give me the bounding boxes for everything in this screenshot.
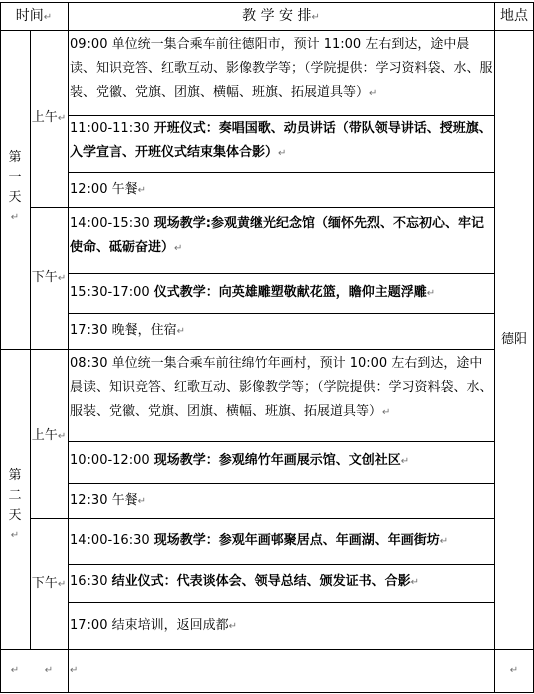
day-2-morning-label: 上午↵ <box>31 428 67 443</box>
header-location: 地点 <box>500 8 528 24</box>
empty-cell: ↵ <box>509 665 519 676</box>
schedule-row: 14:00-15:30 现场教学:参观黄继光纪念馆（缅怀先烈、不忘初心、牢记使命、砥砺奋进）↵ <box>70 216 484 255</box>
schedule-row: 15:30-17:00 仪式教学：向英雄雕塑敬献花篮，瞻仰主题浮雕↵ <box>70 285 436 300</box>
location-cell: 德阳 <box>500 332 527 347</box>
day-2-label: 第 二 天 ↵ <box>8 468 22 541</box>
schedule-row: 17:00 结束培训，返回成都↵ <box>70 618 238 633</box>
day-2-afternoon-label: 下午↵ <box>31 576 67 591</box>
schedule-row: 09:00 单位统一集合乘车前往德阳市，预计 11:00 左右到达，途中晨读、知识竞答、红歌互动、影像教学等；（学院提供：学习资料袋、水、服装、党徽、党旗、团旗、横幅、班旗、拓展道具等）↵ <box>70 37 493 100</box>
schedule-row: 17:30 晚餐，住宿↵ <box>70 323 186 338</box>
empty-cell: ↵ <box>10 665 20 676</box>
schedule-row: 16:30 结业仪式：代表谈体会、领导总结、颁发证书、合影↵ <box>70 574 420 589</box>
day-1-label: 第 一 天 ↵ <box>8 150 22 223</box>
schedule-row: 10:00-12:00 现场教学：参观绵竹年画展示馆、文创社区↵ <box>70 453 410 468</box>
schedule-row: 12:00 午餐↵ <box>70 182 147 197</box>
schedule-row: 08:30 单位统一集合乘车前往绵竹年画村，预计 10:00 左右到达，途中晨读、知识竞答、红歌互动、影像教学等；（学院提供：学习资料袋、水、服装、党徽、党旗、团旗、横幅、班旗、拓展道具等）↵ <box>70 356 493 419</box>
day-1-afternoon-label: 下午↵ <box>31 270 67 285</box>
schedule-row: 11:00-11:30 开班仪式：奏唱国歌、动员讲话（带队领导讲话、授班旗、入学宣言、开班仪式结束集体合影）↵ <box>70 121 492 160</box>
schedule-row: 14:00-16:30 现场教学：参观年画邨聚居点、年画湖、年画街坊↵ <box>70 533 449 548</box>
header-schedule: 教 学 安 排↵ <box>242 8 320 24</box>
day-1-morning-label: 上午↵ <box>31 110 67 125</box>
header-time: 时间↵ <box>15 8 53 24</box>
empty-cell: ↵ <box>70 665 79 676</box>
schedule-row: 12:30 午餐↵ <box>70 493 147 508</box>
empty-cell: ↵ <box>44 665 54 676</box>
